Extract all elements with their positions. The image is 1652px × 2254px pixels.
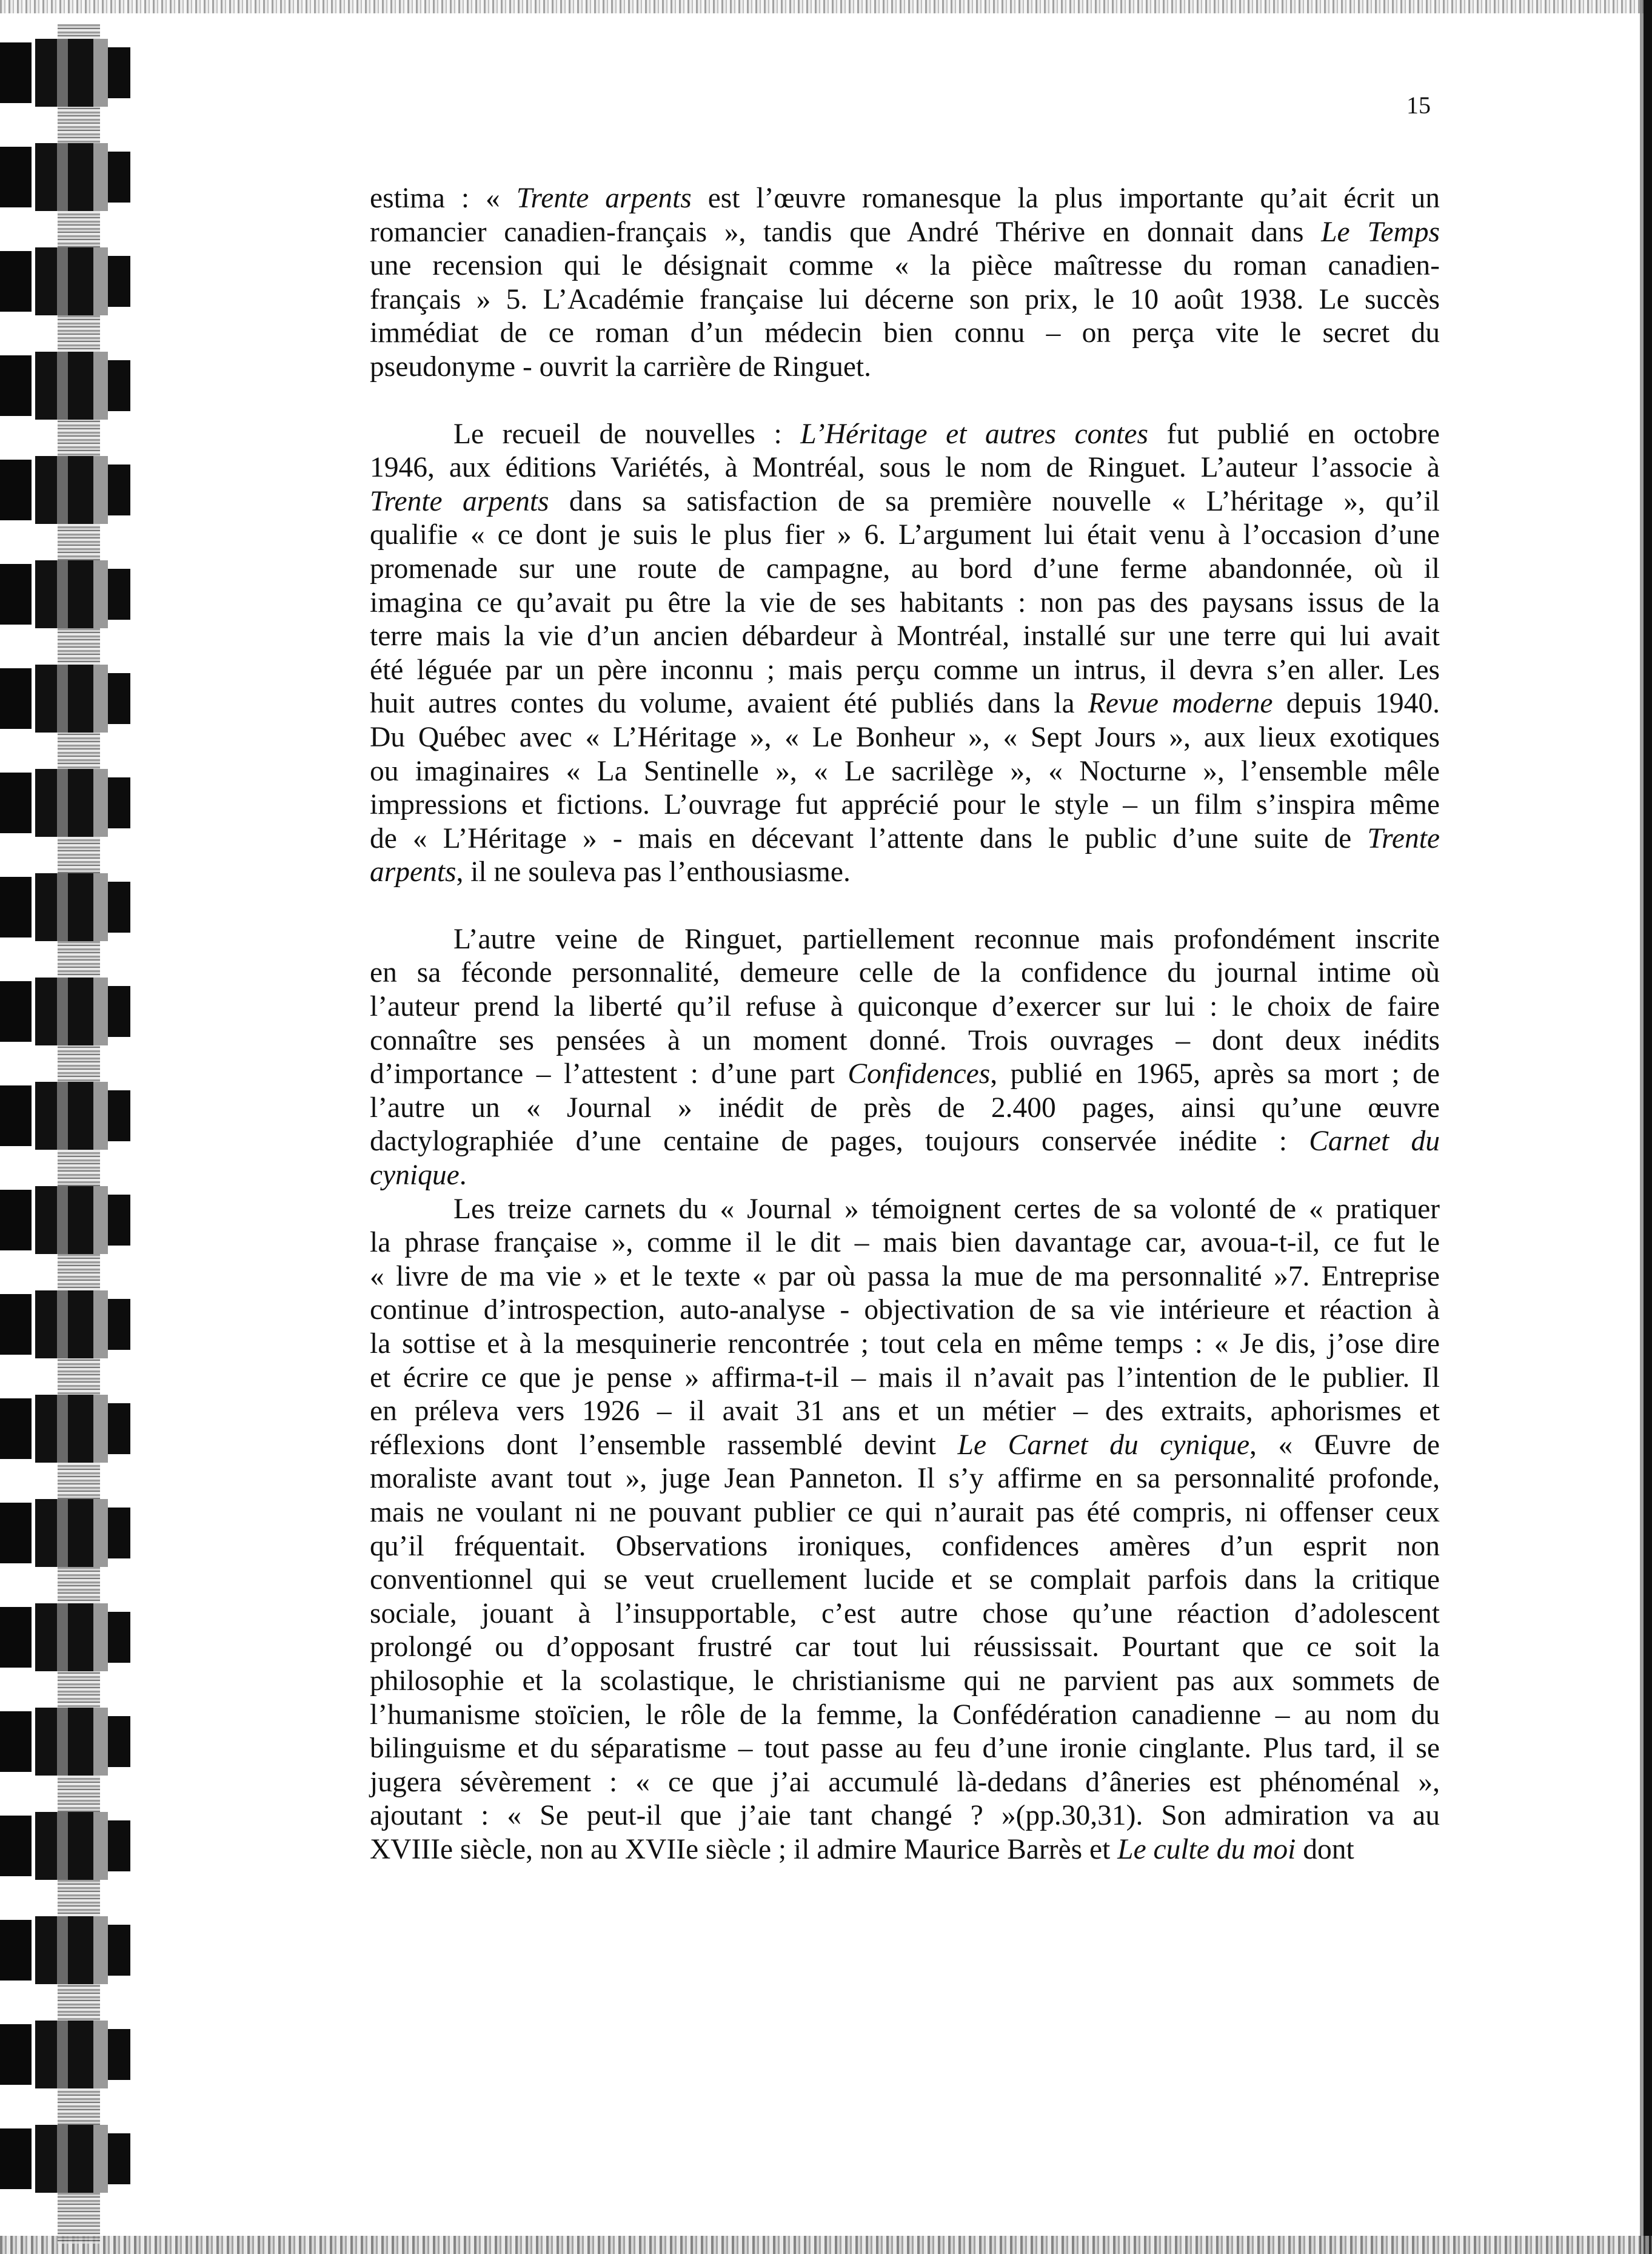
binding-ring-segment [108,256,130,307]
paragraph [370,923,1440,1193]
text-line: et écrire ce que je pense » affirma-t-il – mais il n’avait pas l’intention de le publier. Il [370,1361,1440,1394]
document-body [370,182,1440,1867]
binding-ring-segment [35,1082,108,1150]
binding-ring [0,975,130,1048]
text-line: Trente arpents dans sa satisfaction de sa première nouvelle « L’héritage », qu’il [370,485,1440,517]
binding-ring-segment [35,1186,108,1254]
binding-ring-segment [0,1503,32,1563]
text-line: ajoutant : « Se peut-il que j’aie tant changé ? »(pp.30,31). Son admiration va au [370,1800,1440,1832]
italic-title: arpents [370,856,456,888]
binding-ring [0,1914,130,1987]
text-line: la sottise et à la mesquinerie rencontrée ; tout cela en même temps : « Je dis, j’ose dire [370,1328,1440,1360]
italic-title: Trente [1367,822,1440,854]
scan-right-edge [1644,0,1652,2254]
binding-ring-segment [35,352,108,420]
binding-ring [0,141,130,213]
text-line: immédiat de ce roman d’un médecin bien connu – on perça vite le secret du [370,317,1440,349]
text-line: de « L’Héritage » - mais en décevant l’attente dans le public d’une suite de Trente [370,822,1440,854]
binding-ring-segment [35,456,108,524]
text-line: prolongé ou d’opposant frustré car tout lui réussissait. Pourtant que ce soit la [370,1631,1440,1663]
text-line: la phrase française », comme il le dit – mais bien davantage car, avoua-t-il, ce fut le [370,1227,1440,1259]
binding-ring-segment [108,1299,130,1350]
binding-ring-segment [0,877,32,937]
scan-top-edge [0,0,1652,13]
binding-ring [0,558,130,631]
text-line: pseudonyme - ouvrit la carrière de Ringuet. [370,351,872,383]
binding-ring-segment [0,42,32,103]
text-line: l’humanisme stoïcien, le rôle de la femme, la Confédération canadienne – au nom du [370,1699,1440,1731]
binding-ring-segment [0,564,32,625]
binding-ring [0,2018,130,2091]
italic-title: Confidences [848,1058,991,1090]
binding-ring-segment [108,152,130,203]
text-line: l’auteur prend la liberté qu’il refuse à quiconque d’exercer sur lui : le choix de faire [370,991,1440,1023]
text-line: l’autre un « Journal » inédit de près de 2.400 pages, ainsi qu’une œuvre [370,1092,1440,1124]
italic-title: Revue moderne [1088,688,1273,720]
text-line: romancier canadien-français », tandis que André Thérive en donnait dans Le Temps [370,216,1440,248]
binding-ring-segment [108,2029,130,2080]
italic-title: cynique [370,1159,460,1192]
text-line: bilinguisme et du séparatisme – tout passe au feu d’une ironie cinglante. Plus tard, il se [370,1732,1440,1765]
text-line: « livre de ma vie » et le texte « par où passa la mue de ma personnalité »7. Entreprise [370,1260,1440,1292]
binding-ring-segment [35,2021,108,2088]
binding-ring-segment [35,1395,108,1463]
italic-title: L’Héritage et autres contes [800,418,1148,450]
binding-ring-segment [0,2128,32,2189]
binding-ring-segment [0,1607,32,1668]
binding-ring-segment [108,777,130,828]
binding-ring-segment [35,1916,108,1984]
binding-ring [0,36,130,109]
binding-ring-segment [108,1403,130,1454]
text-line: imagina ce qu’avait pu être la vie de ses habitants : non pas des paysans issus de la [370,586,1440,619]
binding-ring [0,1288,130,1361]
text-line: en sa féconde personnalité, demeure celle de la confidence du journal intime où [370,957,1440,989]
binding-ring-segment [35,1708,108,1776]
paragraph [370,1193,1440,1867]
text-line: d’importance – l’attestent : d’une part Confidences, publié en 1965, après sa mort ; de [370,1058,1440,1090]
paragraph [370,182,1440,384]
text-line: philosophie et la scolastique, le christianisme qui ne parvient pas aux sommets de [370,1665,1440,1697]
text-line: estima : « Trente arpents est l’œuvre romanesque la plus importante qu’ait écrit un [370,183,1440,214]
binding-ring-segment [108,882,130,933]
text-line: 1946, aux éditions Variétés, à Montréal, sous le nom de Ringuet. L’auteur l’associe à [370,452,1440,484]
binding-ring-segment [108,569,130,620]
text-line: français » 5. L’Académie française lui décerne son prix, le 10 août 1938. Le succès [370,283,1440,315]
binding-ring [0,766,130,839]
italic-title: Trente arpents [516,183,692,214]
text-line: cynique. [370,1159,467,1192]
binding-ring-segment [35,665,108,733]
binding-ring-segment [108,465,130,515]
binding-ring-segment [0,1190,32,1250]
paragraph [370,418,1440,890]
text-line: Les treize carnets du « Journal » témoignent certes de sa volonté de « pratiquer [453,1193,1440,1225]
binding-ring-segment [35,39,108,107]
binding-ring-segment [35,978,108,1045]
binding-ring-segment [108,1195,130,1246]
binding-ring-segment [35,143,108,211]
binding-ring-segment [0,1711,32,1772]
text-line: moraliste avant tout », juge Jean Panneton. Il s’y affirme en sa personnalité profonde, [370,1463,1440,1495]
binding-ring-segment [35,2125,108,2193]
binding-ring-segment [0,1294,32,1355]
binding-ring-segment [35,769,108,837]
text-line: continue d’introspection, auto-analyse - objectivation de sa vie intérieure et réaction à [370,1294,1440,1326]
binding-ring-segment [35,247,108,315]
page-number: 15 [1406,92,1431,119]
binding-ring [0,349,130,422]
binding-ring [0,1184,130,1256]
binding-ring-segment [0,1085,32,1146]
binding-ring-segment [108,1508,130,1558]
binding-ring [0,1392,130,1465]
binding-ring-segment [0,2024,32,2085]
binding-ring [0,454,130,526]
text-line: arpents, il ne souleva pas l’enthousiasme. [370,856,851,888]
binding-ring-segment [108,1090,130,1141]
binding-ring-segment [0,251,32,312]
binding-ring-segment [0,460,32,520]
binding-ring [0,1810,130,1882]
binding-ring [0,245,130,318]
text-line: XVIIIe siècle, non au XVIIe siècle ; il admire Maurice Barrès et Le culte du moi dont [370,1833,1354,1865]
binding-ring-segment [0,1920,32,1981]
binding-ring-segment [0,981,32,1042]
binding-ring-segment [0,1398,32,1459]
text-line: terre mais la vie d’un ancien débardeur à Montréal, installé sur une terre qui lui avait [370,620,1440,652]
binding-ring [0,871,130,944]
text-line: en préleva vers 1926 – il avait 31 ans et un métier – des extraits, aphorismes et [370,1395,1440,1427]
text-line: impressions et fictions. L’ouvrage fut apprécié pour le style – un film s’inspira même [370,789,1440,821]
binding-ring-segment [35,1603,108,1671]
text-line: ou imaginaires « La Sentinelle », « Le sacrilège », « Nocturne », l’ensemble mêle [370,755,1440,787]
binding-ring-segment [108,1716,130,1767]
scan-bottom-edge [0,2236,1652,2254]
binding-ring-segment [108,2133,130,2184]
italic-title: Carnet du [1309,1125,1440,1158]
spiral-binding [0,24,139,2244]
binding-ring-segment [108,47,130,98]
italic-title: Trente arpents [370,485,549,517]
text-line: connaître ses pensées à un moment donné. Trois ouvrages – dont deux inédits [370,1024,1440,1056]
binding-ring-segment [35,560,108,628]
text-line: promenade sur une route de campagne, au bord d’une ferme abandonnée, où il [370,552,1440,585]
binding-ring [0,1705,130,1778]
text-line: L’autre veine de Ringuet, partiellement reconnue mais profondément inscrite [453,923,1440,955]
text-line: qu’il fréquentait. Observations ironiques, confidences amères d’un esprit non [370,1530,1440,1562]
italic-title: Le culte du moi [1117,1833,1296,1865]
text-line: qualifie « ce dont je suis le plus fier » 6. L’argument lui était venu à l’occasion d’une [370,519,1440,551]
text-line: Du Québec avec « L’Héritage », « Le Bonheur », « Sept Jours », aux lieux exotiques [370,721,1440,753]
text-line: huit autres contes du volume, avaient été publiés dans la Revue moderne depuis 1940. [370,688,1440,720]
binding-ring-segment [108,1925,130,1976]
binding-ring-segment [108,360,130,411]
text-line: jugera sévèrement : « ce que j’ai accumulé là-dedans d’âneries est phénoménal », [370,1766,1440,1798]
text-line: conventionnel qui se veut cruellement lucide et se complait parfois dans la critique [370,1564,1440,1596]
binding-ring [0,2122,130,2195]
binding-ring [0,1601,130,1674]
binding-ring-segment [35,873,108,941]
binding-ring [0,662,130,735]
text-line: dactylographiée d’une centaine de pages, toujours conservée inédite : Carnet du [370,1125,1440,1158]
italic-title: Le Carnet du cynique [957,1429,1250,1461]
text-line: réflexions dont l’ensemble rassemblé devint Le Carnet du cynique, « Œuvre de [370,1429,1440,1461]
binding-ring [0,1497,130,1569]
binding-ring-segment [108,1820,130,1871]
italic-title: Le Temps [1321,216,1440,248]
binding-ring-segment [108,1612,130,1663]
text-line: sociale, jouant à l’insupportable, c’est autre chose qu’une réaction d’adolescent [370,1597,1440,1629]
binding-ring-segment [0,1816,32,1876]
binding-ring-segment [35,1499,108,1567]
text-line: été léguée par un père inconnu ; mais perçu comme un intrus, il devra s’en aller. Les [370,654,1440,686]
binding-ring-segment [35,1812,108,1880]
binding-ring-segment [0,355,32,416]
binding-ring-segment [0,773,32,833]
binding-ring-segment [108,986,130,1037]
text-line: une recension qui le désignait comme « la pièce maîtresse du roman canadien- [370,250,1440,282]
text-line: Le recueil de nouvelles : L’Héritage et autres contes fut publié en octobre [453,418,1440,450]
binding-ring-segment [0,147,32,207]
binding-ring [0,1079,130,1152]
text-line: mais ne voulant ni ne pouvant publier ce qui n’aurait pas été compris, ni offenser ceux [370,1496,1440,1528]
binding-ring-segment [108,673,130,724]
binding-ring-segment [35,1290,108,1358]
binding-ring-segment [0,668,32,729]
